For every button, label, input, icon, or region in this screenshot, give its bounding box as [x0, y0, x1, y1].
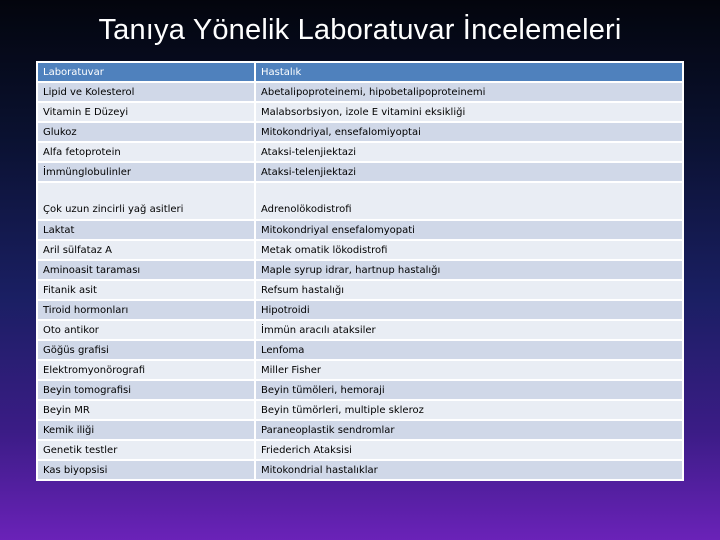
table-row — [37, 320, 683, 340]
hastalik-cell: Friederich Ataksisi — [255, 440, 683, 460]
hastalik-cell: Malabsorbsiyon, izole E vitamini eksikliği — [255, 102, 683, 122]
laboratuvar-cell: Çok uzun zincirli yağ asitleri — [37, 182, 255, 220]
table-header-row — [37, 62, 683, 82]
hastalik-cell: Lenfoma — [255, 340, 683, 360]
laboratuvar-cell: Aminoasit taraması — [37, 260, 255, 280]
laboratuvar-cell: Aril sülfataz A — [37, 240, 255, 260]
table-row — [37, 300, 683, 320]
laboratuvar-cell: Genetik testler — [37, 440, 255, 460]
laboratuvar-cell: Beyin MR — [37, 400, 255, 420]
table-row — [37, 280, 683, 300]
table-row — [37, 440, 683, 460]
hastalik-cell: Ataksi-telenjiektazi — [255, 142, 683, 162]
hastalik-cell: Mitokondrial hastalıklar — [255, 460, 683, 480]
slide-title: Tanıya Yönelik Laboratuvar İncelemeleri — [98, 14, 622, 46]
hastalik-cell: Mitokondriyal, ensefalomiyoptai — [255, 122, 683, 142]
hastalik-cell: Miller Fisher — [255, 360, 683, 380]
laboratuvar-cell: Kemik iliği — [37, 420, 255, 440]
laboratuvar-cell: İmmünglobulinler — [37, 162, 255, 182]
header-laboratuvar: Laboratuvar — [37, 62, 255, 82]
hastalik-cell: Refsum hastalığı — [255, 280, 683, 300]
laboratuvar-cell: Vitamin E Düzeyi — [37, 102, 255, 122]
hastalik-cell: Beyin tümörleri, multiple skleroz — [255, 400, 683, 420]
table-row — [37, 460, 683, 480]
hastalik-cell: İmmün aracılı ataksiler — [255, 320, 683, 340]
laboratuvar-cell: Laktat — [37, 220, 255, 240]
table-row — [37, 240, 683, 260]
table-row — [37, 142, 683, 162]
table-row — [37, 400, 683, 420]
hastalik-cell: Abetalipoproteinemi, hipobetalipoproteinemi — [255, 82, 683, 102]
hastalik-cell: Adrenolökodistrofi — [255, 182, 683, 220]
laboratuvar-cell: Tiroid hormonları — [37, 300, 255, 320]
table-body — [37, 82, 683, 480]
table-row — [37, 182, 683, 220]
laboratuvar-cell: Alfa fetoprotein — [37, 142, 255, 162]
hastalik-cell: Maple syrup idrar, hartnup hastalığı — [255, 260, 683, 280]
laboratuvar-cell: Beyin tomografisi — [37, 380, 255, 400]
table-row — [37, 102, 683, 122]
laboratuvar-cell: Fitanik asit — [37, 280, 255, 300]
table-row — [37, 380, 683, 400]
laboratory-table — [36, 61, 684, 481]
laboratuvar-cell: Oto antikor — [37, 320, 255, 340]
hastalik-cell: Mitokondriyal ensefalomyopati — [255, 220, 683, 240]
table-row — [37, 260, 683, 280]
table-row — [37, 420, 683, 440]
hastalik-cell: Metak omatik lökodistrofi — [255, 240, 683, 260]
table-row — [37, 82, 683, 102]
table-row — [37, 340, 683, 360]
hastalik-cell: Paraneoplastik sendromlar — [255, 420, 683, 440]
header-hastalik: Hastalık — [255, 62, 683, 82]
table-row — [37, 162, 683, 182]
laboratuvar-cell: Kas biyopsisi — [37, 460, 255, 480]
table-row — [37, 122, 683, 142]
laboratuvar-cell: Lipid ve Kolesterol — [37, 82, 255, 102]
table-row — [37, 220, 683, 240]
table-row — [37, 360, 683, 380]
laboratuvar-cell: Glukoz — [37, 122, 255, 142]
hastalik-cell: Hipotroidi — [255, 300, 683, 320]
laboratuvar-cell: Elektromyonörografi — [37, 360, 255, 380]
hastalik-cell: Beyin tümöleri, hemoraji — [255, 380, 683, 400]
laboratuvar-cell: Göğüs grafisi — [37, 340, 255, 360]
hastalik-cell: Ataksi-telenjiektazi — [255, 162, 683, 182]
